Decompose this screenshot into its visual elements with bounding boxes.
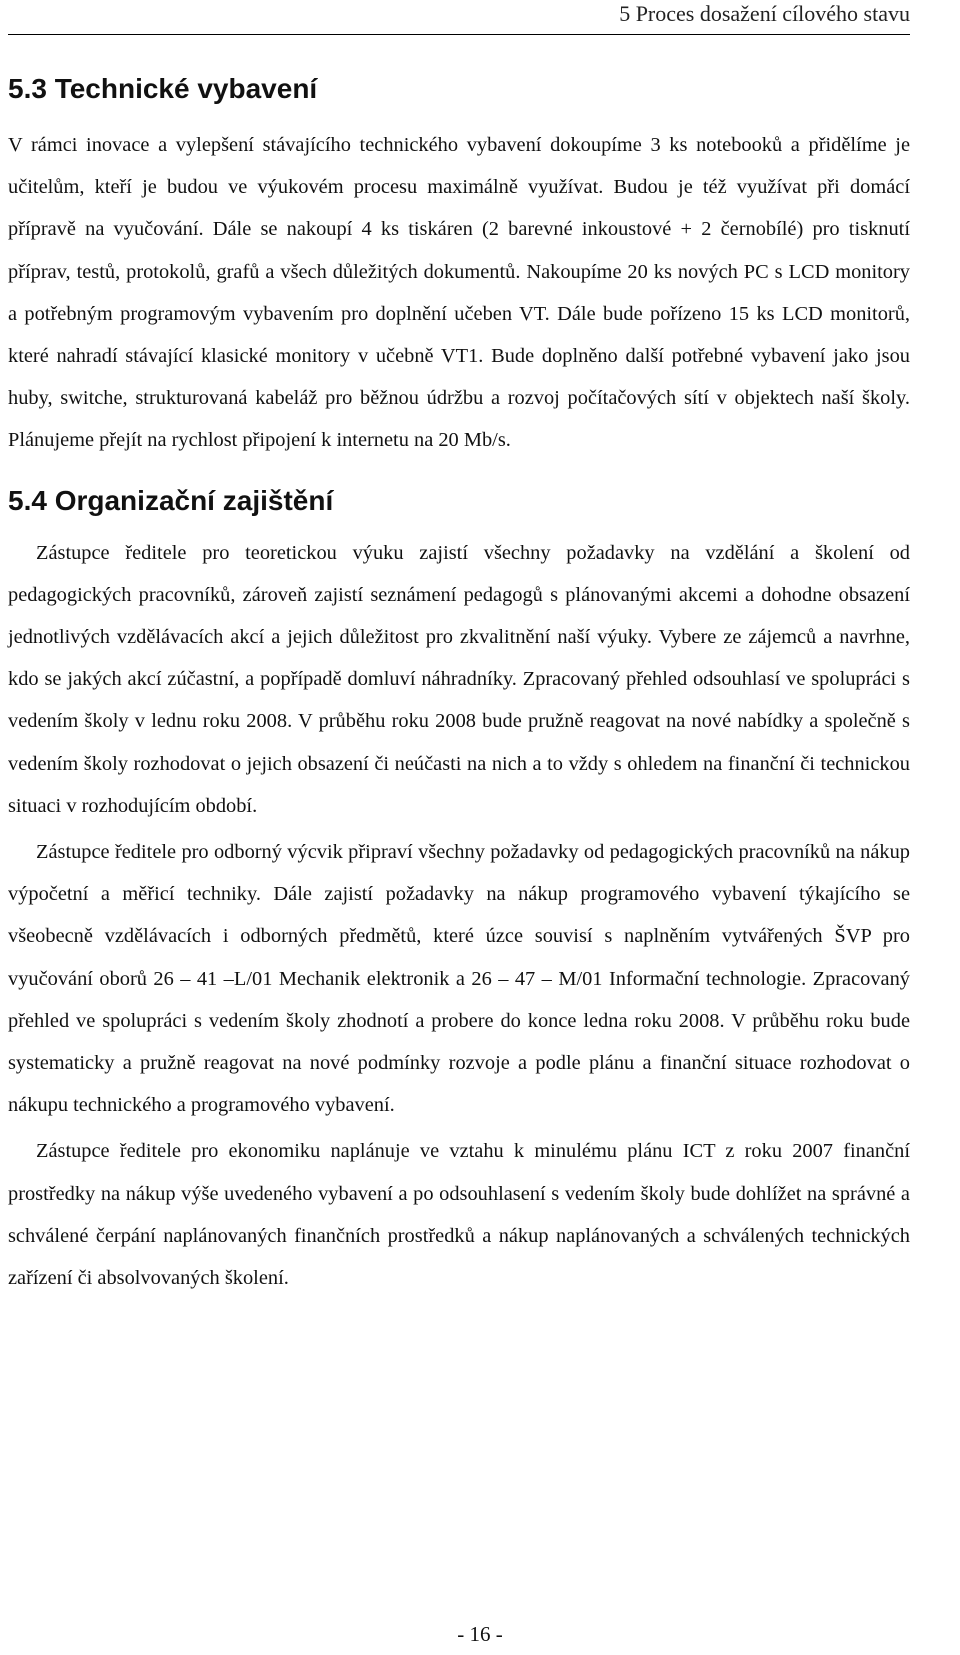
paragraph-vocational-deputy: Zástupce ředitele pro odborný výcvik připraví všechny požadavky od pedagogických pracovníků na nákup výpočetní a měřicí techniky. Dále zajistí požadavky na nákup programového vybavení týkajícího se všeobecně vzdělávacích i odborných předmětů, které úzce souvisí s naplněním vytvářených ŠVP pro vyučování oborů 26 – 41 –L/01 Mechanik elektronik a 26 – 47 – M/01 Informační technologie. Zpracovaný přehled ve spolupráci s vedením školy zhodnotí a probere do konce ledna roku 2008. V průběhu roku bude systematicky a pružně reagovat na nové podmínky rozvoje a podle plánu a finanční situace rozhodovat o nákupu technického a programového vybavení. [8, 841, 910, 1117]
paragraph-economic-deputy: Zástupce ředitele pro ekonomiku naplánuje ve vztahu k minulému plánu ICT z roku 2007 finanční prostředky na nákup výše uvedeného vybavení a po odsouhlasení s vedením školy bude dohlížet na správné a schválené čerpání naplánovaných finančních prostředků a nákup naplánovaných a schválených technických zařízení či absolvovaných školení. [8, 1140, 910, 1290]
page-number: - 16 - [457, 1622, 503, 1646]
running-header: 5 Proces dosažení cílového stavu [619, 1, 910, 26]
paragraph-theoretical-deputy: Zástupce ředitele pro teoretickou výuku zajistí všechny požadavky na vzdělání a školení od pedagogických pracovníků, zároveň zajistí seznámení pedagogů s plánovanými akcemi a dohodne obsazení jednotlivých vzdělávacích akcí a jejich důležitost pro zkvalitnění naší výuky. Vybere ze zájemců a navrhne, kdo se jakých akcí zúčastní, a popřípadě domluví náhradníky. Zpracovaný přehled odsouhlasí ve spolupráci s vedením školy v lednu roku 2008. V průběhu roku 2008 bude pružně reagovat na nové nabídky a společně s vedením školy rozhodovat o jejich obsazení či neúčasti na nich a to vždy s ohledem na finanční či technickou situaci v rozhodujícím období. [8, 541, 910, 817]
header-rule [8, 34, 910, 35]
paragraph-technical-equipment: V rámci inovace a vylepšení stávajícího technického vybavení dokoupíme 3 ks notebooků a přidělíme je učitelům, kteří je budou ve výukovém procesu maximálně využívat. Budou je též využívat při domácí přípravě na vyučování. Dále se nakoupí 4 ks tiskáren (2 barevné inkoustové + 2 černobílé) pro tisknutí příprav, testů, protokolů, grafů a všech důležitých dokumentů. Nakoupíme 20 ks nových PC s LCD monitory a potřebným programovým vybavením pro doplnění učeben VT. Dále bude pořízeno 15 ks LCD monitorů, které nahradí stávající klasické monitory v učebně VT1. Bude doplněno další potřebné vybavení jako jsou huby, switche, strukturovaná kabeláž pro běžnou údržbu a rozvoj počítačových sítí v objektech naší školy. Plánujeme přejít na rychlost připojení k internetu na 20 Mb/s. [8, 134, 910, 452]
section-heading-5-3: 5.3 Technické vybavení [8, 73, 318, 104]
page-content [8, 64, 910, 1303]
section-heading-5-4: 5.4 Organizační zajištění [8, 484, 334, 516]
